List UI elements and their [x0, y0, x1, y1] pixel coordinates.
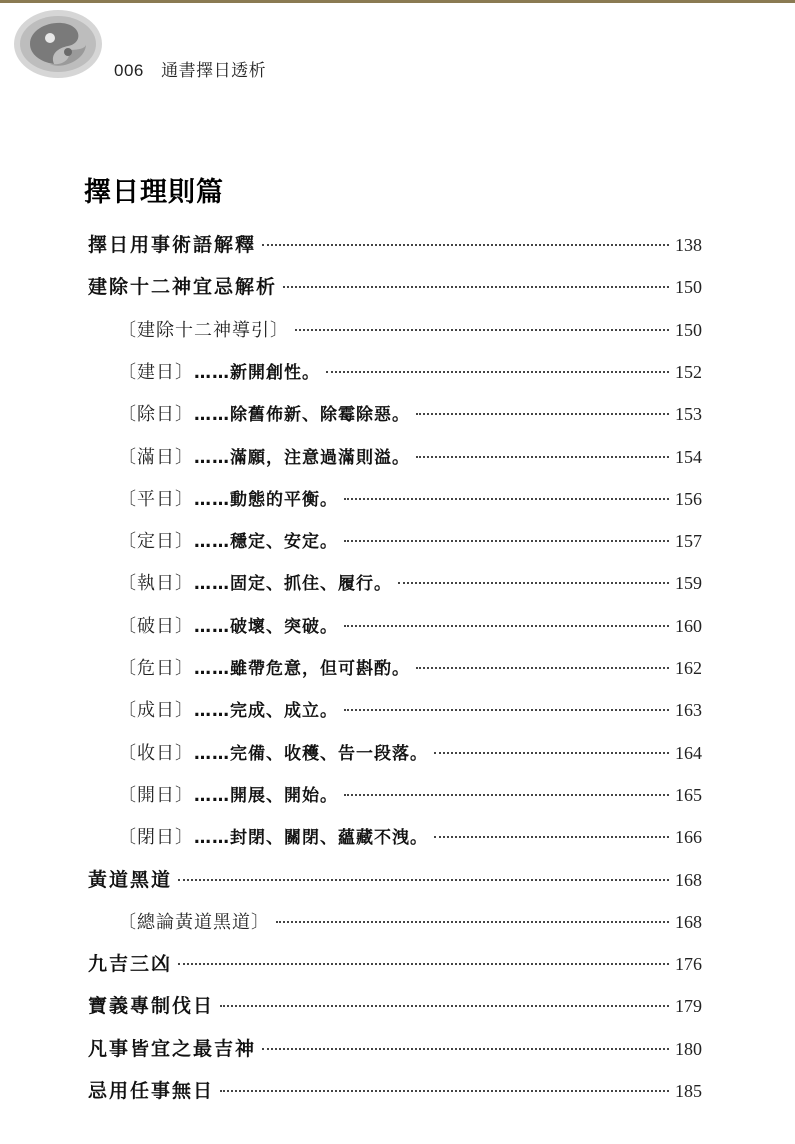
toc-page-number: 156	[675, 489, 702, 509]
dot-leader	[344, 625, 669, 627]
dot-leader	[276, 921, 669, 923]
toc-entry-title: 擇日用事術語解釋	[88, 234, 257, 256]
header-book-title: 通書擇日透析	[161, 61, 267, 80]
toc-entry-description: ……除舊佈新、除霉除惡。	[194, 405, 410, 425]
toc-page-number: 138	[675, 235, 702, 255]
toc-entry[interactable]	[88, 859, 702, 901]
dot-leader	[295, 329, 669, 331]
toc-entry[interactable]	[118, 436, 702, 478]
toc-entry[interactable]	[118, 351, 702, 393]
dot-leader	[178, 963, 669, 965]
toc-entry-title: 〔成日〕	[118, 700, 194, 721]
toc-entry[interactable]	[88, 985, 702, 1027]
dot-leader	[220, 1090, 669, 1092]
toc-page-number: 164	[675, 743, 702, 763]
toc-page-number: 166	[675, 827, 702, 847]
toc-entry[interactable]	[118, 393, 702, 435]
toc-entry-description: ……新開創性。	[194, 363, 320, 383]
toc-entry-title: 〔定日〕	[118, 531, 194, 552]
toc-entry-title: 〔建日〕	[118, 362, 194, 383]
toc-entry-description: ……開展、開始。	[194, 786, 338, 806]
toc-page-number: 179	[675, 996, 702, 1016]
toc-entry[interactable]	[88, 224, 702, 266]
toc-entry[interactable]	[118, 774, 702, 816]
toc-page-number: 152	[675, 362, 702, 382]
toc-entry-title: 凡事皆宜之最吉神	[88, 1038, 257, 1060]
toc-page-number: 153	[675, 404, 702, 424]
dot-leader	[220, 1005, 669, 1007]
toc-page-number: 157	[675, 531, 702, 551]
toc-entry-description: ……破壞、突破。	[194, 617, 338, 637]
toc-page-number: 176	[675, 954, 702, 974]
toc-entry-title: 〔總論黃道黑道〕	[118, 912, 270, 933]
toc-entry-description: ……封閉、關閉、蘊藏不洩。	[194, 828, 428, 848]
toc-entry[interactable]	[118, 605, 702, 647]
toc-entry-title: 〔滿日〕	[118, 447, 194, 468]
toc-entry-description: ……固定、抓住、履行。	[194, 574, 392, 594]
dot-leader	[398, 582, 669, 584]
running-header	[114, 56, 266, 81]
toc-entry[interactable]	[88, 1028, 702, 1070]
taiji-logo-icon	[10, 4, 106, 84]
toc-page-number: 168	[675, 912, 702, 932]
toc-entry[interactable]	[118, 562, 702, 604]
toc-entry-description: ……滿願，注意過滿則溢。	[194, 448, 410, 468]
toc-entry[interactable]	[118, 647, 702, 689]
dot-leader	[344, 540, 669, 542]
toc-page-number: 162	[675, 658, 702, 678]
toc-entry[interactable]	[88, 1070, 702, 1112]
dot-leader	[344, 498, 669, 500]
toc-page-number: 165	[675, 785, 702, 805]
toc-entry-title: 〔除日〕	[118, 404, 194, 425]
toc-entry-title: 〔閉日〕	[118, 827, 194, 848]
dot-leader	[178, 879, 669, 881]
toc-entry-title: 〔平日〕	[118, 489, 194, 510]
toc-entry[interactable]	[118, 901, 702, 943]
toc-entry[interactable]	[118, 689, 702, 731]
toc-entry-description: ……雖帶危意，但可斟酌。	[194, 659, 410, 679]
toc-page-number: 159	[675, 573, 702, 593]
dot-leader	[434, 752, 669, 754]
toc-entry-title: 〔危日〕	[118, 658, 194, 679]
toc-entry[interactable]	[118, 309, 702, 351]
toc-entry-description: ……動態的平衡。	[194, 490, 338, 510]
toc-entry-title: 建除十二神宜忌解析	[88, 276, 278, 298]
dot-leader	[416, 667, 669, 669]
toc-entry-description: ……完成、成立。	[194, 701, 338, 721]
toc-entry-title: 〔執日〕	[118, 573, 194, 594]
toc-entry-title: 黃道黑道	[88, 869, 173, 891]
toc-entry[interactable]	[118, 478, 702, 520]
dot-leader	[344, 794, 669, 796]
toc-entry-title: 〔破日〕	[118, 616, 194, 637]
toc-entry-title: 〔開日〕	[118, 785, 194, 806]
toc-entry[interactable]	[118, 520, 702, 562]
toc-entry[interactable]	[88, 266, 702, 308]
toc-page-number: 185	[675, 1081, 702, 1101]
section-title: 擇日理則篇	[84, 177, 224, 208]
dot-leader	[416, 456, 669, 458]
toc-entry-description: ……完備、收穫、告一段落。	[194, 744, 428, 764]
dot-leader	[416, 413, 669, 415]
dot-leader	[326, 371, 669, 373]
toc-entry-title: 〔建除十二神導引〕	[118, 320, 289, 341]
dot-leader	[434, 836, 669, 838]
toc-page-number: 160	[675, 616, 702, 636]
toc-page-number: 150	[675, 320, 702, 340]
header-page-number: 006	[114, 61, 144, 80]
toc-entry[interactable]	[118, 816, 702, 858]
toc-entry-description: ……穩定、安定。	[194, 532, 338, 552]
dot-leader	[262, 1048, 669, 1050]
toc-page-number: 154	[675, 447, 702, 467]
dot-leader	[283, 286, 669, 288]
toc-entry-title: 寶義專制伐日	[88, 995, 215, 1017]
toc-entry-title: 九吉三凶	[88, 953, 173, 975]
dot-leader	[262, 244, 669, 246]
toc-page-number: 180	[675, 1039, 702, 1059]
toc-page-number: 163	[675, 700, 702, 720]
toc-entry[interactable]	[118, 732, 702, 774]
toc-entry[interactable]	[88, 943, 702, 985]
toc-page-number: 150	[675, 277, 702, 297]
toc-entry-title: 〔收日〕	[118, 743, 194, 764]
toc-page-number: 168	[675, 870, 702, 890]
toc-entry-title: 忌用任事無日	[88, 1080, 215, 1102]
dot-leader	[344, 709, 669, 711]
top-border-line	[0, 0, 795, 3]
